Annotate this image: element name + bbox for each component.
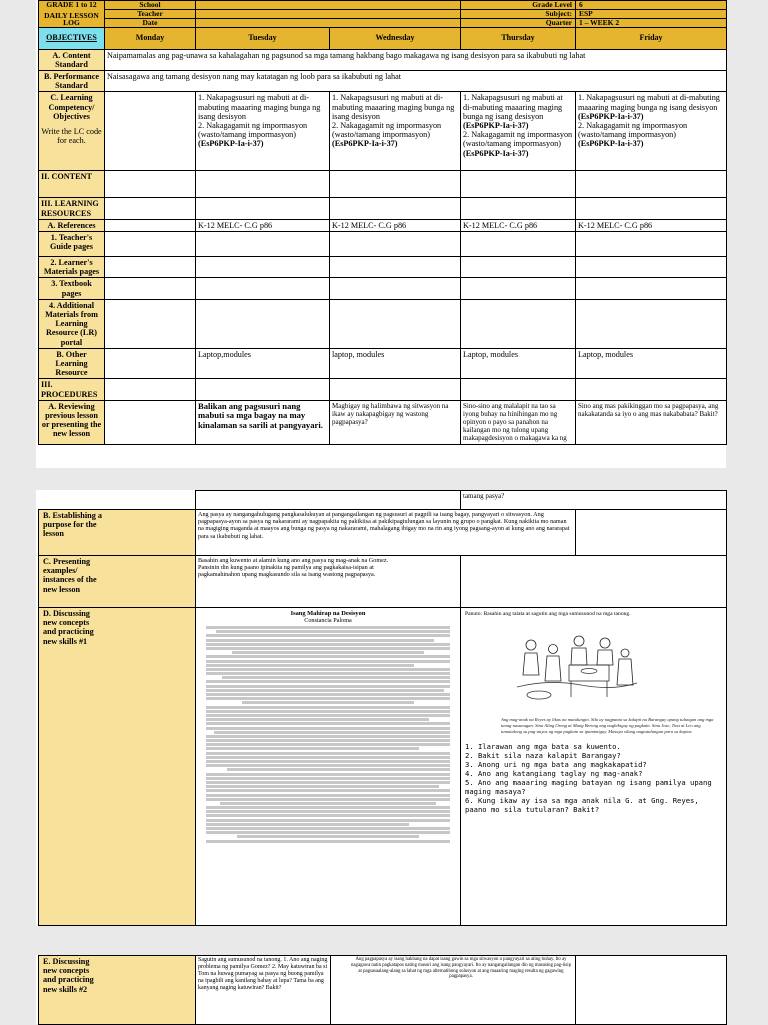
presenting-examples-label: C. Presenting examples/ instances of the new lesson	[39, 556, 196, 608]
references-mon	[105, 219, 196, 231]
review-tue: Balikan ang pagsusuri nang mabuti sa mga bagay na may kinalaman sa sarili at pangyayari.	[196, 400, 330, 444]
resources-tue	[196, 198, 330, 219]
log-title: DAILY LESSON LOG	[44, 10, 99, 27]
purpose-text: Ang pasya ay nangangahulugang pangkasalukuyan at pangangailangan ng pagsusuri at pagpili sa isang bagay, pangyayari o sitwasyon. Ang pagpapasya-ayon sa pasya ng nakararami ay nagpapakita ng pakikiisa at pakikipagtulungan sa layunin ng grupo o pangkat. Kung nakikita mo naman na magiging maganda at maayos ang bunga ng pasya ng nakararami, mahalagang ibigay mo na rin ang iyong pagsang-ayon at kung ano ang nararapat para sa ikabubuti ng lahat.	[196, 510, 576, 556]
references-thu: K-12 MELC- C.G p86	[461, 219, 576, 231]
content-tue	[196, 171, 330, 198]
resources-fri	[576, 198, 727, 219]
performance-standard-label: B. Performance Standard	[39, 70, 105, 91]
day-wednesday: Wednesday	[330, 27, 461, 49]
learning-competency-note: Write the LC code for each.	[41, 126, 102, 146]
references-fri: K-12 MELC- C.G p86	[576, 219, 727, 231]
question-1: 1. Ilarawan ang mga bata sa kuwento.	[465, 742, 621, 752]
competency-wednesday	[330, 92, 461, 171]
competency-thu-1: 1. Nakapagsusuri ng mabuti at di-mabuting maaaring maging bunga ng isang desisyon	[463, 93, 563, 121]
sagutin-text: Sagutin ang sumusunod na tanong. 1. Ano ang naging problema ng pamilya Gomez? 2. May katuwiran ba si Tom na huwag pumayag sa pasya ng buong pamilya na ipagbili ang kanilang bahay at lupa? Tama ba ang kanyang naging katuwiran? Bakit?	[196, 956, 331, 1025]
examples-text: Basahin ang kuwento at alamin kung ano ang pasya ng mag-anak na Gomez. Pansinin din kung paano ipinakita ng pamilya ang pagkakaisa-isipan at pagkamahinahon upang magkasundo sila sa isang wastong pagpapasya.	[196, 556, 461, 608]
date-value	[196, 18, 461, 27]
procedures-label: III. PROCEDURES	[39, 379, 105, 400]
other-fri: Laptop, modules	[576, 348, 727, 379]
teachers-guide-label: 1. Teacher's Guide pages	[39, 231, 105, 256]
competency-fri-1: 1. Nakapagsusuri ng mabuti at di-mabuting maaaring maging bunga ng isang desisyon	[578, 93, 720, 112]
quarter-value: 1 – WEEK 2	[576, 18, 727, 27]
content-mon	[105, 171, 196, 198]
objectives-header: OBJECTIVES	[39, 27, 105, 49]
lesson-log-table-continued	[38, 490, 727, 926]
lesson-log-table-page3	[38, 955, 727, 1025]
subject-value: ESP	[576, 9, 727, 18]
competency-wed-code: (EsP6PKP-Ia-i-37)	[332, 139, 398, 149]
review-fri: Sino ang mas pakikinggan mo sa pagpapasya, ang nakakatanda sa iyo o ang mas nakababata? Bakit?	[576, 400, 727, 444]
competency-wed-1: 1. Nakapagsusuri ng mabuti at di-mabuting maaaring maging bunga ng isang desisyon	[332, 93, 455, 121]
competency-tue-code: (EsP6PKP-Ia-i-37)	[198, 139, 264, 149]
story-body	[202, 626, 454, 843]
question-list	[465, 742, 722, 814]
review-wed: Magbigay ng halimbawa ng sitwasyon na ikaw ay nakapagbigay ng wastong pagpapasya?	[330, 400, 461, 444]
competency-friday	[576, 92, 727, 171]
competency-fri-code-a: (EsP6PKP-Ia-i-37)	[578, 111, 644, 121]
lesson-log-page-3	[36, 955, 726, 1024]
competency-tuesday	[196, 92, 330, 171]
thursday-notes: Ang pagpapasya ay isang hakbang na dapat isang gawin sa mga sitwasyon o pangyayari sa ating buhay. Ito ay nagagawa natin pagkatapos nating masuri ang isang pangyayari. Ito ay nangangailangan din ng masusing pag-iisip at pagsasaalang-alang sa lahat ng mga alternatibong solusyon at ang maaaring maging resulta ng gagawing pagpapasya.	[331, 956, 576, 1025]
discussing-2-label: E. Discussing new concepts and practicing new skills #2	[39, 956, 196, 1025]
date-label: Date	[105, 18, 196, 27]
quarter-label: Quarter	[461, 18, 576, 27]
learners-materials-label: 2. Learner's Materials pages	[39, 256, 105, 277]
additional-materials-label: 4. Additional Materials from Learning Resource (LR) portal	[39, 299, 105, 348]
question-4: 4. Ano ang katangiang taglay ng mag-anak?	[465, 769, 643, 779]
competency-thu-2: 2. Nakagagamit ng impormasyon (wasto/tamang impormasyon)	[463, 130, 573, 149]
daily-lesson-log-table	[38, 0, 727, 445]
other-mon	[105, 348, 196, 379]
learning-resources-label: III. LEARNING RESOURCES	[39, 198, 105, 219]
references-label: A. References	[39, 219, 105, 231]
illustration-caption: Ang mag-anak na Reyes ay likas na matulungin. Sila ay nagpunta sa kalapit na Barangay upang tulungan ang mga taong nasunugan. Sina Aling Oreng at Mang Berong ang nagbibigay ng pagkain. Sina Jose, Tina at Leo ang tumutulong sa pag-aayos ng mga pagkain sa ipamimigay. Masaya silang nagtutulungan para sa kapwa.	[501, 717, 714, 734]
grade-level-label: Grade Level	[461, 1, 576, 10]
teacher-value	[196, 9, 461, 18]
subject-label: Subject:	[461, 9, 576, 18]
activity-cell	[461, 608, 727, 926]
story-title: Isang Mahirap na Desisyon	[290, 610, 366, 617]
family-illustration	[509, 623, 639, 707]
question-6: 6. Kung ikaw ay isa sa mga anak nila G. at Gng. Reyes, paano mo sila tutularan? Bakit?	[465, 796, 699, 815]
teacher-label: Teacher	[105, 9, 196, 18]
grade-title-cell	[39, 1, 105, 28]
reviewing-label: A. Reviewing previous lesson or presenting the new lesson	[39, 400, 105, 444]
review-mon	[105, 400, 196, 444]
continued-thursday-text: tamang pasya?	[461, 491, 727, 510]
references-tue: K-12 MELC- C.G p86	[196, 219, 330, 231]
resources-thu	[461, 198, 576, 219]
day-tuesday: Tuesday	[196, 27, 330, 49]
resources-wed	[330, 198, 461, 219]
school-value	[196, 1, 461, 10]
question-3: 3. Anong uri ng mga bata ang magkakapatid?	[465, 760, 647, 770]
competency-wed-2: 2. Nakagagamit ng impormasyon (wasto/tamang impormasyon)	[332, 120, 442, 140]
story-author: Constancia Paloma	[304, 617, 352, 624]
competency-tue-1: 1. Nakapagsusuri ng mabuti at di-mabuting maaaring maging bunga ng isang desisyon	[198, 93, 321, 121]
lesson-log-page-2	[36, 490, 726, 925]
learning-competency-cell	[39, 92, 105, 171]
question-2: 2. Bakit sila naza kalapit Barangay?	[465, 751, 621, 761]
day-friday: Friday	[576, 27, 727, 49]
story-cell	[196, 608, 461, 926]
question-5: 5. Ano ang maaaring maging batayan ng isang pamilya upang maging masaya?	[465, 778, 712, 797]
grade-label: GRADE 1 to 12	[46, 0, 97, 9]
competency-thu-code-b: (EsP6PKP-Ia-i-37)	[463, 148, 529, 158]
content-fri	[576, 171, 727, 198]
other-wed: laptop, modules	[330, 348, 461, 379]
resources-mon	[105, 198, 196, 219]
learning-competency-label: C. Learning Competency/ Objectives	[48, 93, 95, 121]
content-standard-label: A. Content Standard	[39, 49, 105, 70]
performance-standard-text: Naisasagawa ang tamang desisyon nang may katatagan ng loob para sa ikabubuti ng lahat	[105, 70, 727, 91]
competency-thu-code-a: (EsP6PKP-Ia-i-37)	[463, 120, 529, 130]
discussing-1-label: D. Discussing new concepts and practicing new skills #1	[39, 608, 196, 926]
grade-level-value: 6	[576, 1, 727, 10]
other-resources-label: B. Other Learning Resource	[39, 348, 105, 379]
day-thursday: Thursday	[461, 27, 576, 49]
other-tue: Laptop,modules	[196, 348, 330, 379]
references-wed: K-12 MELC- C.G p86	[330, 219, 461, 231]
competency-monday	[105, 92, 196, 171]
content-wed	[330, 171, 461, 198]
content-label: II. CONTENT	[39, 171, 105, 198]
competency-thursday	[461, 92, 576, 171]
day-monday: Monday	[105, 27, 196, 49]
other-thu: Laptop, modules	[461, 348, 576, 379]
review-thu: Sino-sino ang malalapit na tao sa iyong buhay na hinihingan mo ng opinyon o payo sa panahon na kailangan mo ng tulong upang makapagdesisyon o makagawa ka ng	[461, 400, 576, 444]
textbook-label: 3. Textbook pages	[39, 278, 105, 299]
panuto-text: Panuto: Basahin ang talata at sagutin ang mga sumusunod na mga tanong.	[465, 611, 631, 617]
content-thu	[461, 171, 576, 198]
purpose-label: B. Establishing a purpose for the lesson	[39, 510, 196, 556]
competency-tue-2: 2. Nakagagamit ng impormasyon (wasto/tamang impormasyon)	[198, 120, 308, 140]
content-standard-text: Naipamamalas ang pag-unawa sa kahalagahan ng pagsunod sa mga tamang hakbang bago makagawa ng isang desisyon para sa ikabubuti ng lahat	[105, 49, 727, 70]
lesson-log-page-1	[36, 0, 726, 468]
competency-fri-2: 2. Nakagagamit ng impormasyon (wasto/tamang impormasyon)	[578, 120, 688, 140]
school-label: School	[105, 1, 196, 10]
competency-fri-code-b: (EsP6PKP-Ia-i-37)	[578, 139, 644, 149]
